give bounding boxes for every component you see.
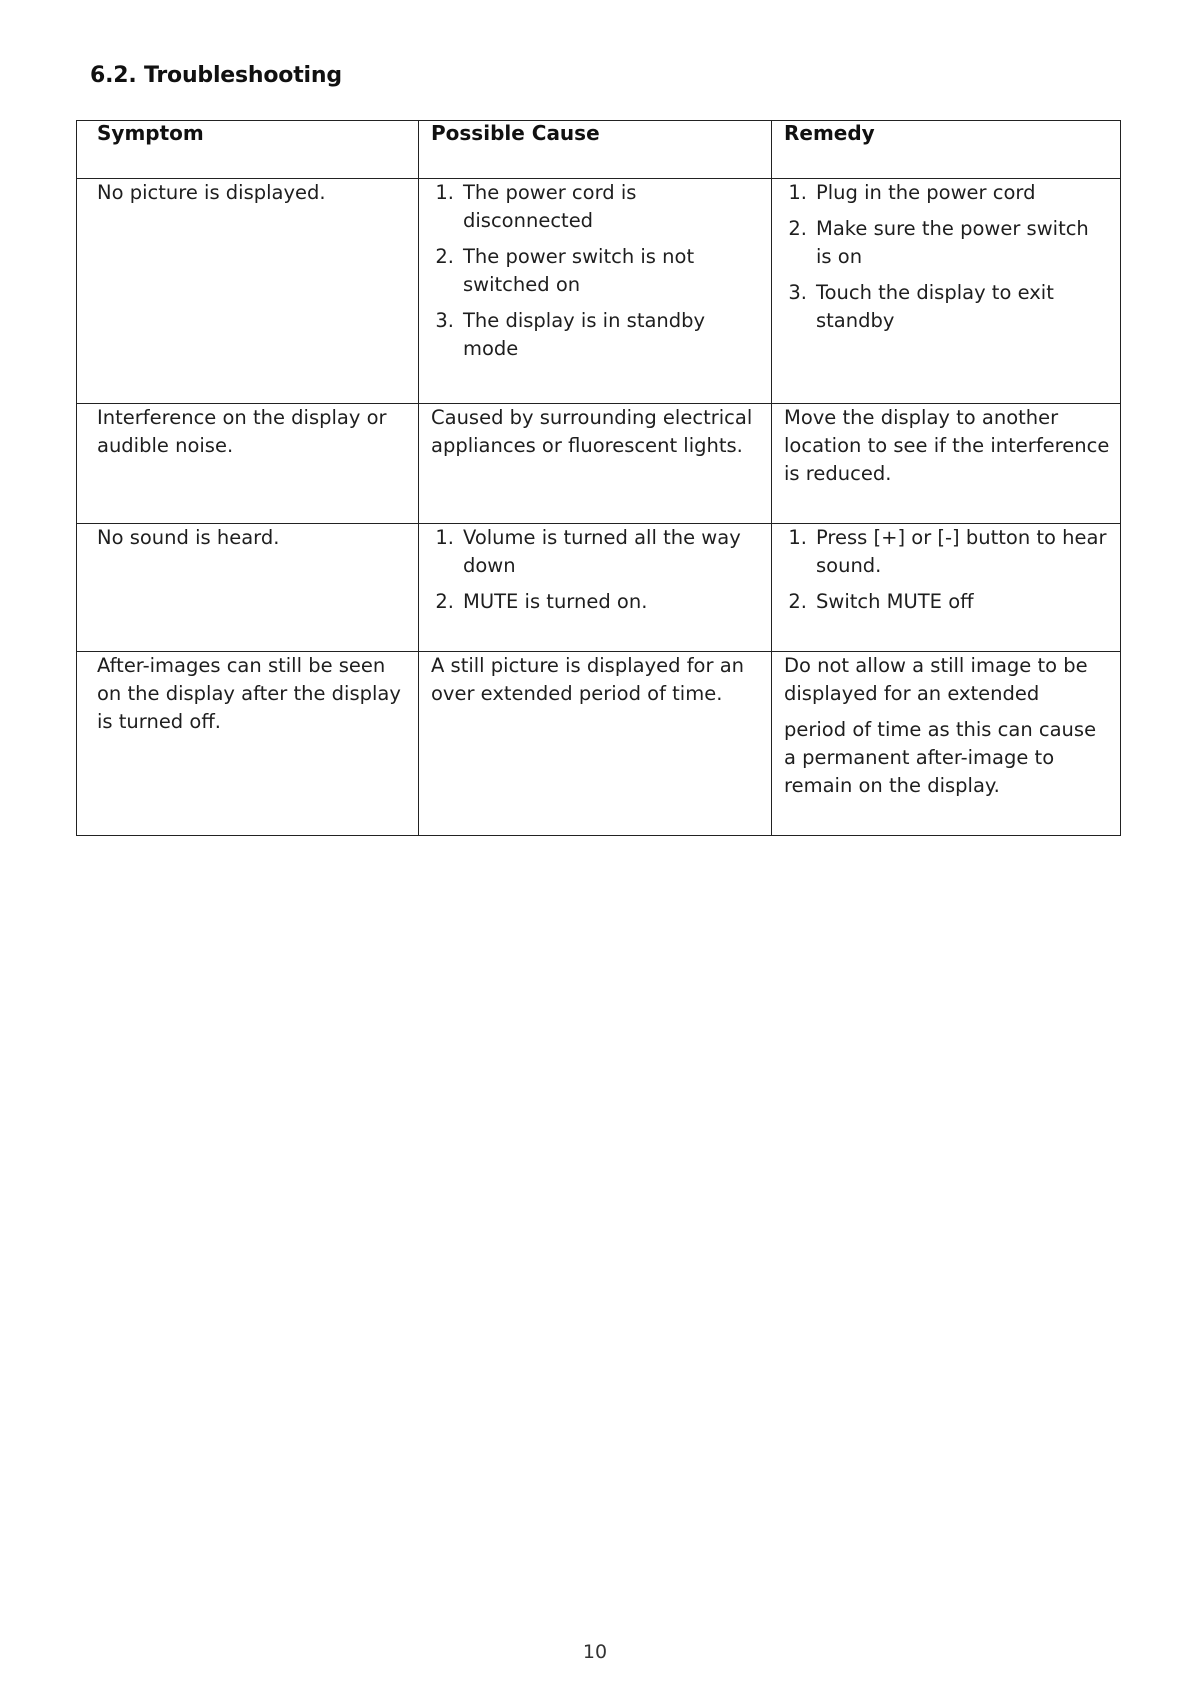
remedy-cell	[772, 404, 1121, 524]
cause-cell	[419, 652, 772, 836]
cause-cell	[419, 179, 772, 404]
list-item: 2. Switch MUTE off	[788, 590, 974, 613]
cause-list	[431, 179, 761, 363]
cause-text: A still picture is displayed for an over extended period of time.	[431, 654, 745, 705]
list-item: 2. MUTE is turned on.	[435, 590, 648, 613]
remedy-cell	[772, 652, 1121, 836]
table-row	[77, 652, 1121, 836]
list-item: 2. The power switch is not switched on	[435, 245, 695, 296]
symptom-text: After-images can still be seen on the display after the display is turned off.	[97, 654, 401, 733]
header-remedy: Remedy	[772, 121, 1121, 179]
header-symptom: Symptom	[77, 121, 419, 179]
table-row	[77, 524, 1121, 652]
list-item: 1. The power cord is disconnected	[435, 181, 637, 232]
remedy-list	[784, 524, 1110, 616]
remedy-text: Do not allow a still image to be displayed for an extended	[784, 654, 1088, 705]
symptom-text: Interference on the display or audible noise.	[97, 406, 387, 457]
table-row	[77, 404, 1121, 524]
cause-cell	[419, 404, 772, 524]
remedy-text: Move the display to another location to see if the interference is reduced.	[784, 406, 1110, 485]
symptom-cell	[77, 179, 419, 404]
list-item: 1. Volume is turned all the way down	[435, 526, 741, 577]
symptom-cell	[77, 524, 419, 652]
list-item: 1. Press [+] or [-] button to hear sound.	[788, 526, 1107, 577]
list-item: 2. Make sure the power switch is on	[788, 217, 1089, 268]
symptom-cell	[77, 404, 419, 524]
cause-list	[431, 524, 761, 616]
cause-text: Caused by surrounding electrical appliances or fluorescent lights.	[431, 406, 753, 457]
list-item: 3. The display is in standby mode	[435, 309, 706, 360]
symptom-text: No picture is displayed.	[97, 181, 326, 204]
symptom-text: No sound is heard.	[97, 526, 280, 549]
list-item: 1. Plug in the power cord	[788, 181, 1036, 204]
remedy-list	[784, 179, 1110, 335]
remedy-cell	[772, 179, 1121, 404]
header-possible-cause: Possible Cause	[419, 121, 772, 179]
page-number: 10	[582, 1641, 608, 1663]
table-row	[77, 179, 1121, 404]
remedy-cell	[772, 524, 1121, 652]
remedy-text: period of time as this can cause a permanent after-image to remain on the display.	[784, 718, 1097, 797]
section-heading: 6.2. Troubleshooting	[90, 63, 342, 88]
table-header-row	[77, 121, 1121, 179]
symptom-cell	[77, 652, 419, 836]
list-item: 3. Touch the display to exit standby	[788, 281, 1054, 332]
troubleshooting-table	[76, 120, 1121, 836]
cause-cell	[419, 524, 772, 652]
